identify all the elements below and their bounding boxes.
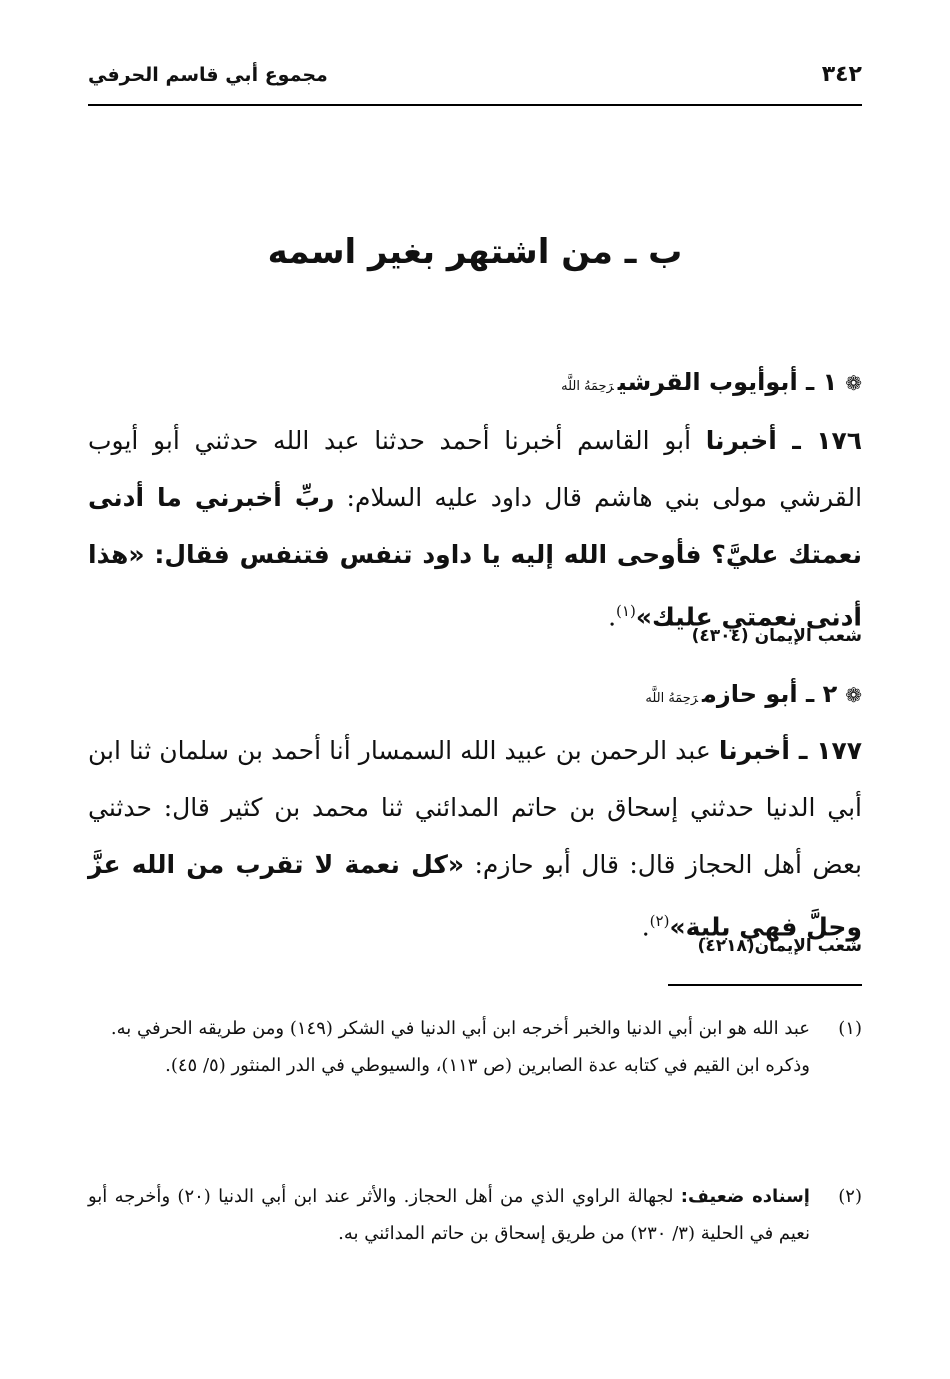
footnote-paragraph: وذكره ابن القيم في كتابه عدة الصابرين (ص ١١٣)، والسيوطي في الدر المنثور (٥/ ٤٥). (165, 1055, 810, 1076)
entry-heading-text: ٢ ـ أبو حازم (702, 680, 838, 708)
hadith-end: . (641, 912, 650, 942)
page-header (88, 58, 862, 102)
footnote-2 (88, 1178, 862, 1252)
entry-heading-text: ١ ـ أبوأيوب القرشي (617, 368, 838, 396)
footnote-1 (88, 1010, 862, 1084)
footnote-number: (٢) (838, 1186, 862, 1207)
flower-ornament-icon: ❁ (845, 683, 862, 707)
entry-heading-2 (88, 680, 862, 708)
hadith-quote: ربِّ أخبرني ما أدنى نعمتك عليَّ؟ فأوحى الله إليه يا داود تنفس فتنفس فقال: «هذا أدنى نعمتي عليك» (88, 483, 862, 632)
footnote-text: لجهالة الراوي الذي من أهل الحجاز. والأثر عند ابن أبي الدنيا (٢٠) وأخرجه أبو نعيم في الحلية (٣/ ٢٣٠) من طريق إسحاق بن حاتم المدائني به. (88, 1186, 810, 1244)
hadith-text: عبد الرحمن بن عبيد الله السمسار أنا أحمد بن سلمان ثنا ابن أبي الدنيا حدثني إسحاق بن حاتم المدائني ثنا محمد بن كثير قال: حدثني بعض أهل الحجاز قال: قال أبو حازم: (88, 736, 862, 879)
footnote-body (88, 1178, 810, 1252)
hadith-number: ١٧٦ ـ أخبرنا (705, 426, 863, 455)
source-citation-1: شعب الإيمان (٤٣٠٤) (691, 626, 862, 646)
footnote-number: (١) (838, 1018, 862, 1039)
footnote-body (88, 1010, 810, 1084)
hadith-number: ١٧٧ ـ أخبرنا (718, 736, 863, 765)
section-title: ب ـ من اشتهر بغير اسمه (267, 232, 683, 272)
footnote-rule (668, 984, 862, 986)
flower-ornament-icon: ❁ (845, 371, 862, 395)
running-title: مجموع أبي قاسم الحرفي (88, 64, 328, 86)
source-citation-2: شعب الإيمان(٤٢١٨) (697, 936, 862, 956)
hadith-end: . (608, 602, 617, 632)
hadith-text: أبو القاسم أخبرنا أحمد حدثنا عبد الله حدثني أبو أيوب القرشي مولى بني هاشم قال داود عليه السلام: (88, 426, 863, 512)
honorific-ligature: رَحِمَهُ اللَّه (561, 379, 614, 394)
hadith-quote: «كل نعمة لا تقرب من الله عزَّ وجلَّ فهي بلية» (88, 850, 862, 942)
hadith-177 (88, 722, 862, 955)
header-rule (88, 104, 862, 106)
footnote-ref-2[interactable]: (٢) (649, 912, 670, 930)
footnote-paragraph: عبد الله هو ابن أبي الدنيا والخبر أخرجه ابن أبي الدنيا في الشكر (١٤٩) ومن طريقه الحرفي به. (110, 1018, 810, 1039)
page-number: ٣٤٢ (821, 62, 862, 87)
footnote-ref-1[interactable]: (١) (616, 602, 636, 620)
honorific-ligature: رَحِمَهُ اللَّه (645, 691, 699, 706)
entry-heading-1 (88, 368, 862, 396)
footnote-bold-lead: إسناده ضعيف: (680, 1186, 810, 1207)
hadith-176 (88, 412, 862, 645)
footnote-paragraph (88, 1178, 810, 1252)
